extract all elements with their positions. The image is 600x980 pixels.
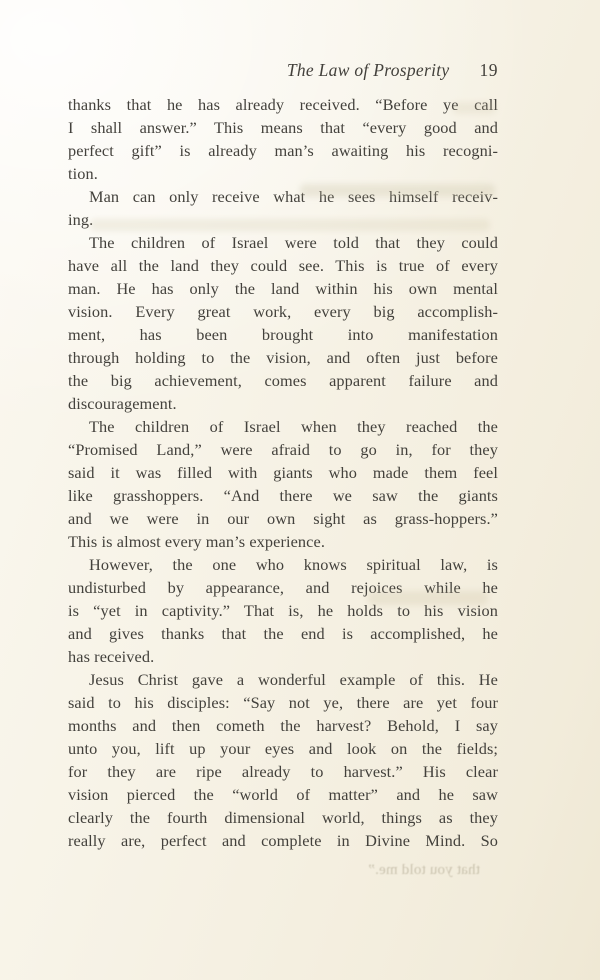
body-line: vision pierced the “world of matter” and he saw	[68, 785, 498, 804]
body-line: like grasshoppers. “And there we saw the giants	[68, 486, 498, 505]
page-body-text	[68, 93, 498, 852]
running-title: The Law of Prosperity	[286, 60, 450, 80]
body-line: However, the one who knows spiritual law, is	[89, 555, 498, 574]
body-line: “Promised Land,” were afraid to go in, for they	[68, 440, 498, 459]
body-line: said it was filled with giants who made them feel	[68, 463, 498, 482]
body-line: thanks that he has already received. “Before ye call	[68, 95, 498, 114]
body-line: unto you, lift up your eyes and look on the fields;	[68, 739, 498, 758]
body-line: and we were in our own sight as grass-hoppers.”	[68, 509, 498, 528]
body-line: undisturbed by appearance, and rejoices while he	[68, 578, 498, 597]
bleed-through-smudge	[300, 184, 495, 197]
body-line: perfect gift” is already man’s awaiting his recogni-	[68, 141, 498, 160]
body-line: have all the land they could see. This is true of every	[68, 256, 498, 275]
body-line: This is almost every man’s experience.	[68, 532, 325, 551]
body-line: has received.	[68, 647, 155, 666]
bleed-through-text: that you told me.”	[368, 862, 480, 878]
body-line: is “yet in captivity.” That is, he holds to his vision	[68, 601, 498, 620]
body-line: Man can only receive what he sees himself receiv-	[89, 187, 498, 206]
body-line: for they are ripe already to harvest.” His clear	[68, 762, 498, 781]
body-line: clearly the fourth dimensional world, things as they	[68, 808, 498, 827]
body-line: Jesus Christ gave a wonderful example of this. He	[89, 670, 498, 689]
page-number: 19	[479, 60, 498, 80]
body-line: man. He has only the land within his own mental	[68, 279, 498, 298]
body-line: The children of Israel when they reached the	[89, 417, 498, 436]
bleed-through-smudge	[368, 591, 488, 605]
bleed-through-smudge	[452, 102, 496, 114]
body-line: said to his disciples: “Say not ye, there are yet four	[68, 693, 498, 712]
body-line: The children of Israel were told that they could	[89, 233, 498, 252]
body-line: discouragement.	[68, 394, 177, 413]
body-line: really are, perfect and complete in Divine Mind. So	[68, 831, 498, 850]
body-line: tion.	[68, 164, 98, 183]
body-line: the big achievement, comes apparent failure and	[68, 371, 498, 390]
body-line: ing.	[68, 210, 94, 229]
body-line: through holding to the vision, and often just before	[68, 348, 498, 367]
bleed-through-smudge	[90, 219, 490, 231]
body-line: and gives thanks that the end is accomplished, he	[68, 624, 498, 643]
body-line: vision. Every great work, every big accomplish-	[68, 302, 498, 321]
body-line: I shall answer.” This means that “every good and	[68, 118, 498, 137]
running-head	[68, 60, 498, 84]
body-line: months and then cometh the harvest? Behold, I say	[68, 716, 498, 735]
body-line: ment, has been brought into manifestation	[68, 325, 498, 344]
